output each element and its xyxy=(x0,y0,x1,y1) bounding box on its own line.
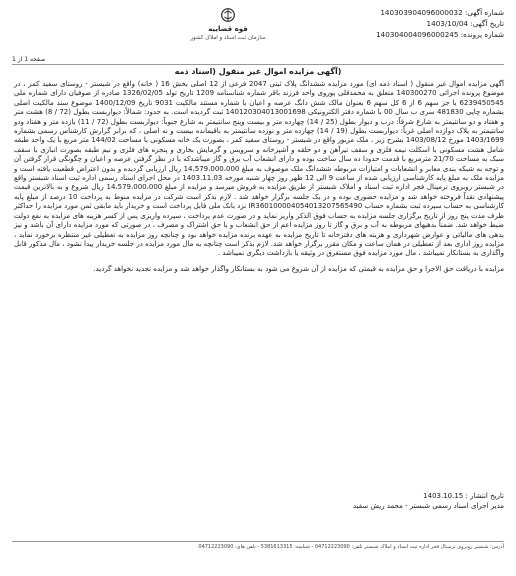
publish-date: تاریخ انتشار : 1403.10.15 xyxy=(423,492,504,500)
page-number: صفحه 1 از 1 xyxy=(12,56,46,63)
document-title: (آگهی مزایده اموال غیر منقول (اسناد ذمه xyxy=(174,67,342,76)
notice-number: شماره آگهی: 140303904096000032 xyxy=(380,8,504,17)
notice-date: تاریخ آگهی: 1403/10/04 xyxy=(426,19,504,28)
signer-title: مدیر اجرای اسناد رسمی شبستر - محمد ریش سفید xyxy=(352,502,504,510)
header-divider xyxy=(12,64,504,65)
notice-body xyxy=(14,80,504,274)
footer-address: آدرس: شبستر روبروی ترمینال فجر اداره ثبت اسناد و املاک شبستر تلفن: 04712223090 - شناسه: 5381613315 - تلفن های: 04712223090 xyxy=(198,544,504,550)
judiciary-emblem-icon xyxy=(219,6,237,24)
notice-body-text: آگهی مزایده اموال غیر منقول ( اسناد ذمه ای) مورد مزایده ششدانگ پلاک ثبتی 2047 فرعی از 12 اصلی بخش 16 ( خانه) واقع در شبستر - روستای سفید کمر ، در موضوع پرونده اجرائی 140300270 متعلق به محمدقلی پوروی واحد فرزند باقر شماره شناسنامه 1209 تاریخ تولد 1326/02/05 صادره از صوفیان دارای شماره ملی 6239450545 با جز سهم 6 از 6 کل سهم 6 بعنوان مالک شش دانگ عرصه و اعیان با شماره مستند مالکیت 9031 تاریخ 1400/12/09 موضوع سند مالکیت اصلی بشماره چاپی 481830 سری ب سال 00 با شماره دفتر الکترونیکی 140120304013001698 ثبت گردیده است. به حدود: شمالاً: دیواربست بطول (72 / 8) هشت متر و هفتاد و دو سانتیمتر به شارع شرقاً: درب و دیوار بطول (25 / 14) چهارده متر و بیست وپنج سانتیمتر به شارع جنوباً: دیواربست بطول (72 / 11) یازده متر و هفتاد ودو سانتیمتر به پلاک دوازده اصلی غرباً: دیواربست بطول (19 / 14) چهارده متر و نوزده سانتیمتر به باقیمانده بیست و نه اصلی ، که برابر گزارش کارشناس رسمی بشماره 1403/1699 مورخ 1403/08/12 بشرح زیر ، ملک مزبور واقع در شبستر - روستای سفید کمر ، بصورت یک خانه مسکونی با مساحت 144/02 متر مربع با یک واحد طبقه شامل هشت مسکونی با اسکلت نیمه فلزی و سقف تیرآهن و دو حلقه و آشپزخانه و سرویس و گرمایش بخاری و پنجره های فلزی و نیم طبقه بصورت انباری با سقف سبک به مساحت 21/70 مترمربع با قدمت حدودا ده سال ساخت بوده و دارای انشعاب آب برق و گاز میباشدکه با در نظر گرفتن عرصه و اعیان و چگونگی قرار گرفتن آن و توجه به شبکه بندی معابر و انشعابات و امتیازات مربوطه ششدانگ ملک موصوف به مبلغ 14،579،000،000 ریال ارزیابی گردیده و بدون اعتراض قطعیت یافته است و مزایده ملک به مبلغ پایه کارشناسی ارزیابی شده از ساعت 9 الی 12 ظهر روز چهار شنبه مورخه 1403.11.03 در محل اجرای اسناد رسمی اداره ثبت اسناد شبستر واقع در شبستر روبروی ترمینال فجر اداره ثبت اسناد و املاک شبستر از طریق مزایده به فروش میرسد و مزایده از مبلغ 14،579،000،000 ریال شروع و به بالاترین قیمت پیشنهادی نقداً فروخته خواهد شد و مزایده حضوری بوده و در یک جلسه برگزار خواهد شد . لازم بذکر است شرکت در مزایده منوط به پرداخت 10 درصد از مبلغ پایه کارشناسی به حساب سپرده ثبت بشماره حساب IR360100004054013207565490 نزد بانک ملی قابل پرداخت است و خریدار باید مابقی ثمن مورد مزایده را حداکثر ظرف مدت پنج روز از تاریخ برگزاری جلسه مزایده به حساب فوق الذکر واریز نماید و در صورت عدم پرداخت ، سپرده واریزی پس از کسر هزینه های مزایده به نفع دولت ضبط خواهد شد. ضمناً بدهیهای مربوطه به آب و برق و گاز تا روز مزایده اعم از حق انشعاب و یا حق اشتراک و مصرف ، در صورتی که مورد مزایده دارای آن باشد و نیز بدهی های مالیاتی و عوارض شهرداری و هزینه های دفترخانه تا تاریخ مزایده به عهده برنده مزایده خواهد بود و چنانچه روز مزایده به تعطیلی غیر منتظره برخورد نماید ، مزایده روز اداری بعد از تعطیلی در همان ساعت و مکان مقرر برگزار خواهد شد. لازم بذکر است چنانچه به مال مورد مزایده در جلسه خریدار پیدا نشود ، مال مذکور قابل واگذاری به بستانکار نمیباشد ، مال مورد مزایده فوق مستغرق در وثیقه یا بازداشت دیگری نمیباشد . xyxy=(14,80,505,258)
notice-closing-text: مزایده با دریافت حق الاجرا و حق مزایده به قیمتی که مزایده از آن شروع می شود به بستانکار واگذار خواهد شد و مزایده تجدید نخواهد گردید. xyxy=(93,264,504,273)
signature-block xyxy=(353,491,504,511)
organization-subtitle: سازمان ثبت اسناد و املاک کشور xyxy=(190,35,266,41)
notice-metadata xyxy=(376,7,504,40)
footer-divider xyxy=(12,541,504,542)
organization-title: قوه قضاییه xyxy=(208,25,248,33)
file-number: شماره پرونده: 140304004096000245 xyxy=(376,30,504,39)
